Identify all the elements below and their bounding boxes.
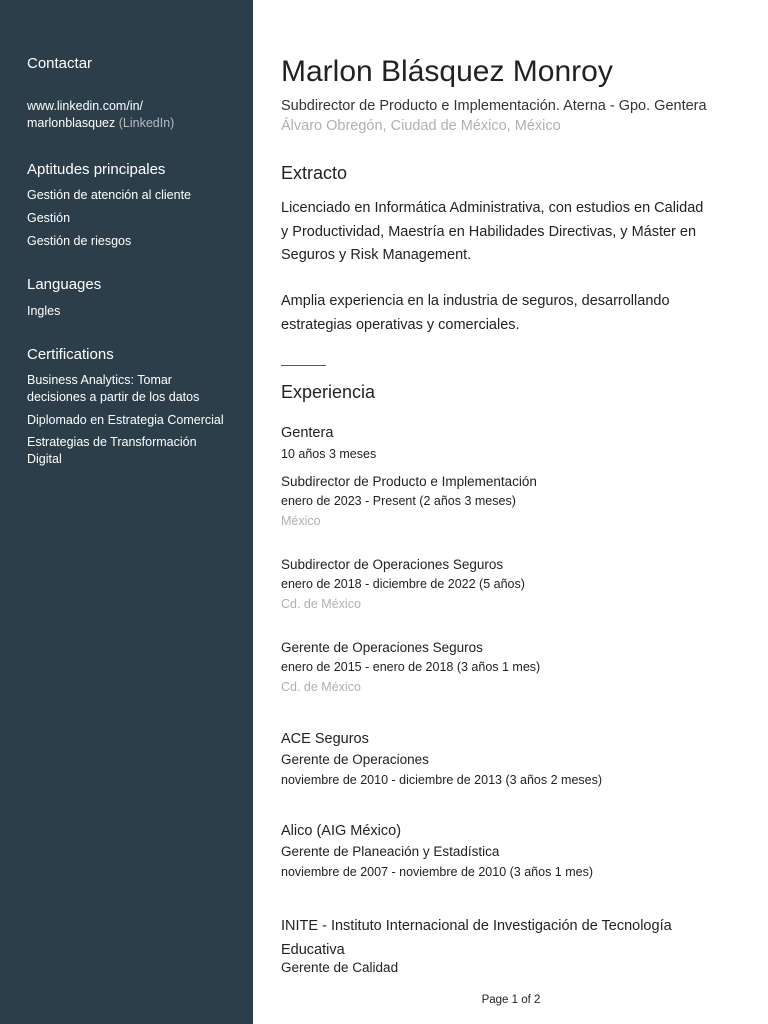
profile-headline: Subdirector de Producto e Implementación. Aterna - Gpo. Gentera	[281, 98, 707, 114]
skill-item: Gestión de atención al cliente	[27, 188, 191, 202]
linkedin-url-line1[interactable]: www.linkedin.com/in/	[27, 99, 144, 113]
certification-item: Diplomado en Estrategia Comercial	[27, 413, 224, 427]
role-title: Gerente de Operaciones	[281, 752, 429, 767]
experience-heading: Experiencia	[281, 382, 376, 402]
role-dates: enero de 2023 - Present (2 años 3 meses)	[281, 494, 516, 508]
role-dates: noviembre de 2007 - noviembre de 2010 (3 años 1 mes)	[281, 865, 593, 879]
profile-name: Marlon Blásquez Monroy	[281, 55, 613, 88]
role-location: Cd. de México	[281, 680, 361, 694]
company-name-line: INITE - Instituto Internacional de Investigación de Tecnología	[281, 918, 672, 934]
role-dates: noviembre de 2010 - diciembre de 2013 (3 años 2 meses)	[281, 773, 603, 787]
role-title: Gerente de Planeación y Estadística	[281, 844, 500, 859]
role-dates: enero de 2015 - enero de 2018 (3 años 1 mes)	[281, 660, 541, 674]
page-number: Page 1 of 2	[481, 994, 541, 1006]
summary-line: Seguros y Risk Management.	[281, 247, 472, 263]
certification-item	[27, 434, 197, 468]
role-location: México	[281, 514, 321, 528]
profile-location: Álvaro Obregón, Ciudad de México, México	[281, 118, 561, 134]
company-name: Gentera	[281, 425, 334, 441]
page-footer	[0, 994, 768, 1006]
role-title: Gerente de Calidad	[281, 960, 399, 975]
languages-heading: Languages	[27, 276, 102, 293]
skill-item: Gestión de riesgos	[27, 234, 132, 248]
company-name-line: Educativa	[281, 941, 345, 958]
language-item: Ingles	[27, 304, 61, 318]
role-title: Subdirector de Producto e Implementación	[281, 474, 537, 489]
role-title: Subdirector de Operaciones Seguros	[281, 557, 504, 572]
certification-line: Business Analytics: Tomar	[27, 373, 172, 387]
company-duration: 10 años 3 meses	[281, 447, 377, 461]
summary-line: Licenciado en Informática Administrativa, con estudios en Calidad	[281, 200, 704, 216]
linkedin-link[interactable]	[27, 98, 174, 132]
company-name: Alico (AIG México)	[281, 823, 402, 839]
summary-line: y Productividad, Maestría en Habilidades Directivas, y Máster en	[281, 223, 697, 240]
contact-heading: Contactar	[27, 55, 93, 72]
skill-item: Gestión	[27, 211, 71, 225]
certification-line: Digital	[27, 452, 62, 466]
certification-line: Estrategias de Transformación	[27, 435, 197, 449]
company-name: ACE Seguros	[281, 731, 369, 747]
certification-item	[27, 372, 199, 406]
skills-heading: Aptitudes principales	[27, 161, 166, 178]
summary-line: estrategias operativas y comerciales.	[281, 316, 520, 333]
linkedin-suffix: (LinkedIn)	[118, 116, 175, 130]
linkedin-url-line2-wrap[interactable]	[27, 115, 174, 132]
summary-paragraph-1	[281, 197, 703, 268]
sidebar	[0, 0, 253, 1024]
certification-line: decisiones a partir de los datos	[27, 390, 200, 404]
linkedin-url-line2[interactable]: marlonblasquez	[27, 116, 116, 130]
certifications-heading: Certifications	[27, 346, 114, 363]
role-dates: enero de 2018 - diciembre de 2022 (5 años)	[281, 577, 525, 591]
role-title: Gerente de Operaciones Seguros	[281, 640, 483, 655]
section-divider	[281, 365, 326, 366]
role-location: Cd. de México	[281, 597, 361, 611]
summary-paragraph-2	[281, 290, 670, 337]
summary-heading: Extracto	[281, 163, 348, 183]
company-name	[281, 915, 672, 962]
summary-line: Amplia experiencia en la industria de seguros, desarrollando	[281, 293, 670, 309]
